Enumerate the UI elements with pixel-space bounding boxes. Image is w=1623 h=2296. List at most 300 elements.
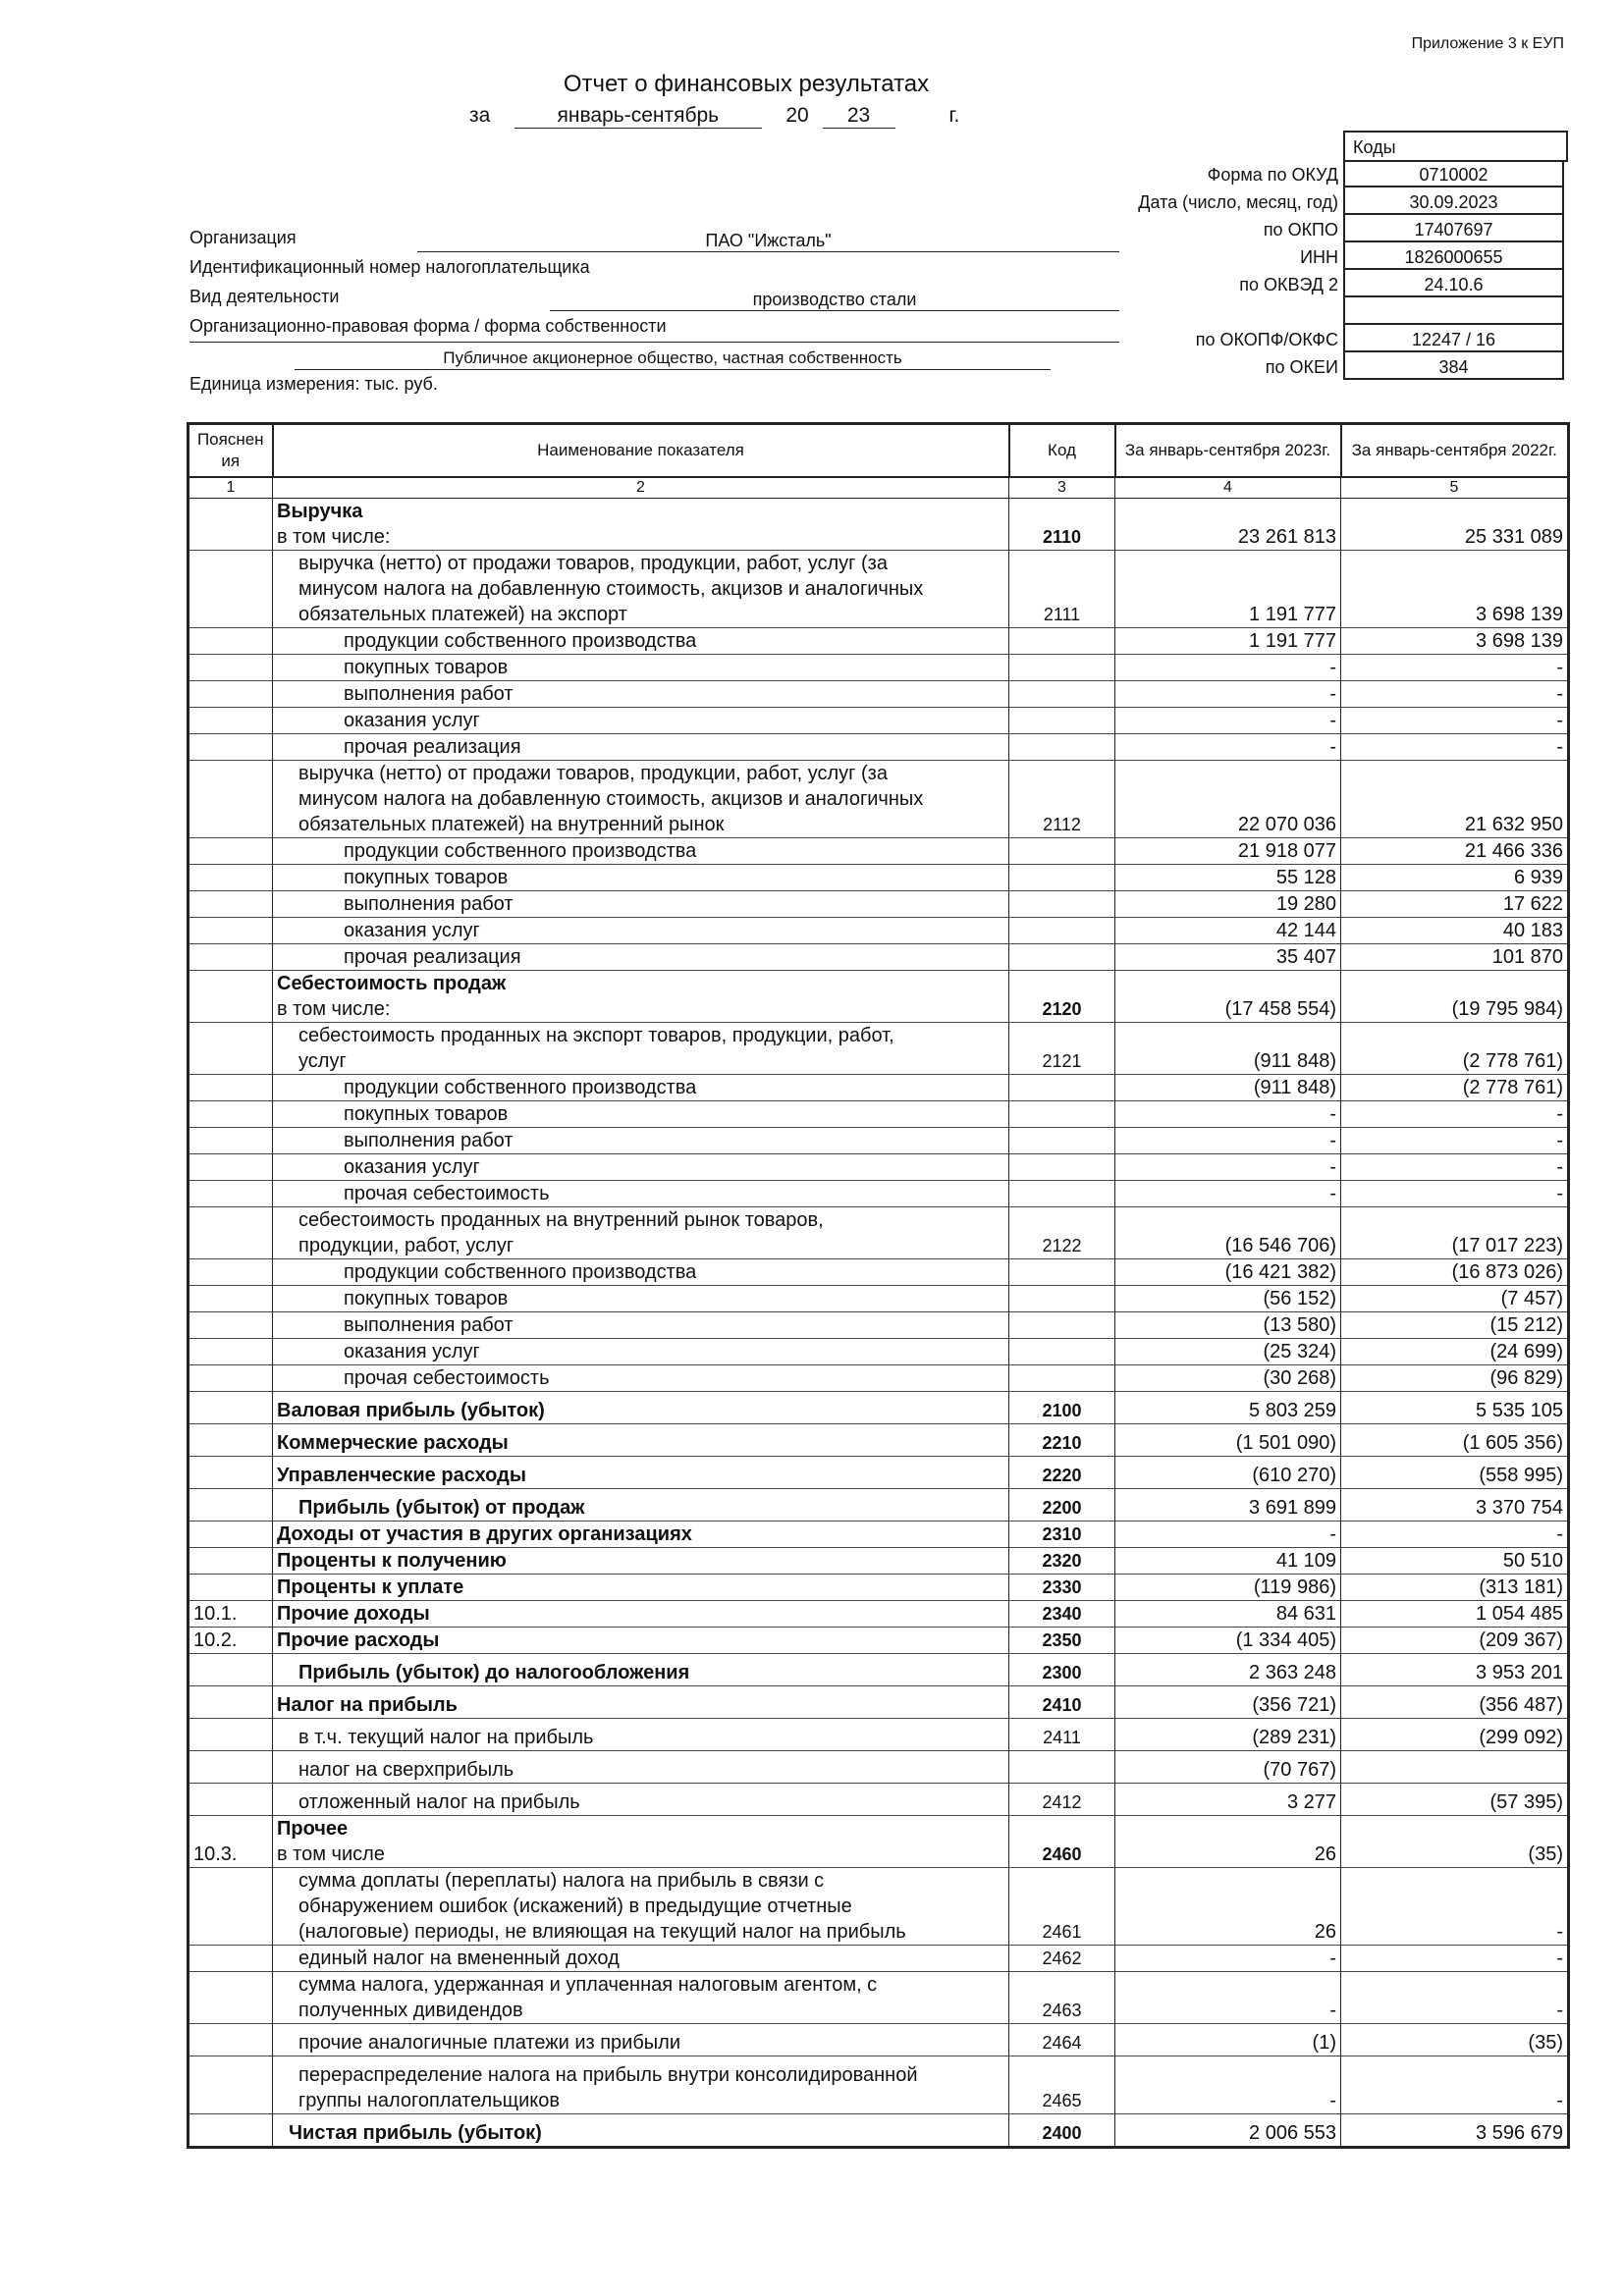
table-row	[189, 1206, 1569, 1258]
row-code: 2300	[1009, 1653, 1115, 1685]
row-value-2023: -	[1115, 1971, 1341, 2023]
row-value-2023: 55 128	[1115, 864, 1341, 890]
period-prefix: за	[469, 104, 491, 127]
table-row	[189, 627, 1569, 654]
inn-label: Идентификационный номер налогоплательщика	[189, 257, 590, 277]
codes-value: 12247 / 16	[1343, 325, 1564, 352]
table-row	[189, 1574, 1569, 1600]
row-value-2022: (356 487)	[1341, 1685, 1569, 1718]
row-code	[1009, 707, 1115, 733]
row-name	[273, 1653, 1009, 1685]
row-note	[189, 1867, 273, 1945]
row-value-2022: (17 017 223)	[1341, 1206, 1569, 1258]
row-code	[1009, 1285, 1115, 1311]
row-note	[189, 498, 273, 550]
row-name-line: Доходы от участия в других организациях	[277, 1522, 692, 1545]
table-row	[189, 2113, 1569, 2147]
col-header-name: Наименование показателя	[273, 424, 1009, 477]
table-row	[189, 1180, 1569, 1206]
row-name	[273, 1627, 1009, 1653]
table-row	[189, 1153, 1569, 1180]
row-name-line: отложенный налог на прибыль	[298, 1790, 580, 1813]
row-code: 2120	[1009, 970, 1115, 1022]
col-header-code: Код	[1009, 424, 1115, 477]
row-code: 2464	[1009, 2023, 1115, 2056]
unit-label: Единица измерения: тыс. руб.	[189, 374, 438, 394]
period-value: январь-сентябрь	[514, 104, 762, 129]
org-value: ПАО "Ижсталь"	[417, 228, 1119, 252]
row-code	[1009, 1100, 1115, 1127]
codes-value: 17407697	[1343, 215, 1564, 242]
row-note	[189, 943, 273, 970]
row-value-2023: -	[1115, 1521, 1341, 1547]
row-name	[273, 1074, 1009, 1100]
row-value-2023: 41 109	[1115, 1547, 1341, 1574]
codes-label: по ОКЕИ	[1265, 357, 1338, 377]
row-code: 2400	[1009, 2113, 1115, 2147]
row-note	[189, 890, 273, 917]
row-name-line: покупных товаров	[344, 1287, 509, 1309]
row-note	[189, 1750, 273, 1783]
row-name	[273, 1100, 1009, 1127]
codes-label: по ОКПО	[1263, 220, 1338, 240]
row-note	[189, 760, 273, 837]
row-value-2023: (16 421 382)	[1115, 1258, 1341, 1285]
row-name	[273, 1180, 1009, 1206]
row-name	[273, 837, 1009, 864]
row-value-2022: -	[1341, 1100, 1569, 1127]
row-name	[273, 1488, 1009, 1521]
table-row	[189, 1100, 1569, 1127]
row-value-2022: -	[1341, 680, 1569, 707]
row-name-line: единый налог на вмененный доход	[298, 1947, 620, 1969]
row-code: 2100	[1009, 1391, 1115, 1423]
row-value-2023: -	[1115, 1100, 1341, 1127]
row-name	[273, 680, 1009, 707]
table-row	[189, 1022, 1569, 1074]
row-code: 2111	[1009, 550, 1115, 627]
row-value-2023: (1 501 090)	[1115, 1423, 1341, 1456]
row-value-2023: 35 407	[1115, 943, 1341, 970]
table-row	[189, 1783, 1569, 1815]
row-name	[273, 1521, 1009, 1547]
row-code	[1009, 654, 1115, 680]
row-name	[273, 1338, 1009, 1364]
row-note	[189, 1685, 273, 1718]
row-value-2023: 22 070 036	[1115, 760, 1341, 837]
row-value-2022: (35)	[1341, 2023, 1569, 2056]
row-name-line: минусом налога на добавленную стоимость, акцизов и аналогичных	[298, 787, 924, 810]
row-name-line: Прочее	[277, 1817, 349, 1840]
legal-form-label: Организационно-правовая форма / форма собственности	[189, 316, 667, 336]
row-name-line: Валовая прибыль (убыток)	[277, 1399, 545, 1421]
row-value-2023: (70 767)	[1115, 1750, 1341, 1783]
row-value-2022: (24 699)	[1341, 1338, 1569, 1364]
financial-results-table	[187, 422, 1570, 2149]
row-name-line: продукции собственного производства	[344, 839, 697, 862]
row-name	[273, 627, 1009, 654]
table-body	[189, 498, 1569, 2147]
row-name-line: оказания услуг	[344, 1340, 480, 1362]
row-note: 10.3.	[189, 1815, 273, 1867]
table-row	[189, 707, 1569, 733]
row-note	[189, 1074, 273, 1100]
row-note	[189, 1338, 273, 1364]
row-name	[273, 1600, 1009, 1627]
col-number: 1	[189, 477, 273, 499]
table-row	[189, 1815, 1569, 1867]
row-name-line: выполнения работ	[344, 892, 514, 915]
row-note	[189, 970, 273, 1022]
row-name	[273, 550, 1009, 627]
page-title: Отчет о финансовых результатах	[563, 71, 930, 97]
table-row	[189, 917, 1569, 943]
row-name	[273, 733, 1009, 760]
row-name	[273, 1391, 1009, 1423]
row-code: 2462	[1009, 1945, 1115, 1971]
row-name-line: группы налогоплательщиков	[298, 2089, 560, 2111]
row-value-2022: 1 054 485	[1341, 1600, 1569, 1627]
row-name	[273, 1945, 1009, 1971]
legal-form-value: Публичное акционерное общество, частная собственность	[295, 346, 1051, 370]
row-note	[189, 1574, 273, 1600]
row-code: 2110	[1009, 498, 1115, 550]
row-value-2023: -	[1115, 654, 1341, 680]
table-row	[189, 654, 1569, 680]
table-row	[189, 1127, 1569, 1153]
codes-value: 30.09.2023	[1343, 187, 1564, 215]
row-value-2022: (57 395)	[1341, 1783, 1569, 1815]
row-name-line: Управленческие расходы	[277, 1464, 526, 1486]
table-row	[189, 1521, 1569, 1547]
row-name-line: в том числе	[277, 1842, 385, 1865]
row-code	[1009, 1180, 1115, 1206]
row-value-2023: -	[1115, 733, 1341, 760]
row-value-2023: 19 280	[1115, 890, 1341, 917]
row-note	[189, 733, 273, 760]
table-row	[189, 733, 1569, 760]
row-value-2023: (911 848)	[1115, 1074, 1341, 1100]
col-number: 2	[273, 477, 1009, 499]
row-code: 2330	[1009, 1574, 1115, 1600]
row-value-2023: 84 631	[1115, 1600, 1341, 1627]
row-code	[1009, 733, 1115, 760]
row-code: 2410	[1009, 1685, 1115, 1718]
row-value-2022: 6 939	[1341, 864, 1569, 890]
row-value-2022: -	[1341, 2056, 1569, 2113]
row-value-2022: -	[1341, 1521, 1569, 1547]
col-header-notes: Пояснен ия	[189, 424, 273, 477]
row-name-line: прочая себестоимость	[344, 1182, 550, 1204]
row-name-line: (налоговые) периоды, не влияющая на текущий налог на прибыль	[298, 1920, 906, 1943]
row-value-2023: -	[1115, 1127, 1341, 1153]
table-row	[189, 1627, 1569, 1653]
row-name-line: налог на сверхприбыль	[298, 1758, 514, 1781]
table-row	[189, 1718, 1569, 1750]
row-note	[189, 1456, 273, 1488]
row-name-line: выполнения работ	[344, 682, 514, 705]
codes-value: 0710002	[1343, 160, 1564, 187]
row-name-line: выполнения работ	[344, 1129, 514, 1151]
row-name	[273, 1718, 1009, 1750]
row-value-2022: (35)	[1341, 1815, 1569, 1867]
table-row	[189, 2023, 1569, 2056]
row-value-2022: 3 698 139	[1341, 627, 1569, 654]
row-value-2022: (2 778 761)	[1341, 1022, 1569, 1074]
row-code: 2411	[1009, 1718, 1115, 1750]
row-note	[189, 1364, 273, 1391]
row-name-line: продукции собственного производства	[344, 629, 697, 652]
table-row	[189, 1456, 1569, 1488]
table-row	[189, 1867, 1569, 1945]
row-note	[189, 1127, 273, 1153]
col-header-2022: За январь-сентября 2022г.	[1341, 424, 1569, 477]
codes-value: 1826000655	[1343, 242, 1564, 270]
row-name-line: минусом налога на добавленную стоимость, акцизов и аналогичных	[298, 577, 924, 600]
row-code	[1009, 890, 1115, 917]
row-value-2023: -	[1115, 2056, 1341, 2113]
row-name	[273, 1258, 1009, 1285]
table-row	[189, 1547, 1569, 1574]
row-name-line: продукции собственного производства	[344, 1260, 697, 1283]
row-code: 2350	[1009, 1627, 1115, 1653]
col-number: 5	[1341, 477, 1569, 499]
table-row	[189, 1258, 1569, 1285]
row-name	[273, 1815, 1009, 1867]
row-name-line: Прибыль (убыток) от продаж	[298, 1496, 585, 1519]
row-code	[1009, 837, 1115, 864]
row-note	[189, 654, 273, 680]
row-name-line: сумма налога, удержанная и уплаченная налоговым агентом, с	[298, 1973, 878, 1996]
row-value-2022: 101 870	[1341, 943, 1569, 970]
row-value-2022: 40 183	[1341, 917, 1569, 943]
row-note	[189, 1258, 273, 1285]
row-value-2023: (356 721)	[1115, 1685, 1341, 1718]
row-name-line: Прибыль (убыток) до налогообложения	[298, 1661, 690, 1683]
activity-label: Вид деятельности	[189, 287, 340, 306]
table-row	[189, 1311, 1569, 1338]
row-note	[189, 550, 273, 627]
table-row	[189, 890, 1569, 917]
row-name-line: оказания услуг	[344, 919, 480, 941]
table-row	[189, 943, 1569, 970]
row-code: 2412	[1009, 1783, 1115, 1815]
table-row	[189, 1074, 1569, 1100]
row-name	[273, 707, 1009, 733]
row-value-2022: (96 829)	[1341, 1364, 1569, 1391]
row-note	[189, 1206, 273, 1258]
table-row	[189, 970, 1569, 1022]
row-name-line: Прочие доходы	[277, 1602, 430, 1625]
row-name	[273, 1206, 1009, 1258]
row-value-2022: (1 605 356)	[1341, 1423, 1569, 1456]
row-value-2022: 25 331 089	[1341, 498, 1569, 550]
legal-form-underline	[189, 318, 1119, 343]
row-name	[273, 1127, 1009, 1153]
row-name	[273, 1971, 1009, 2023]
row-note	[189, 707, 273, 733]
row-code	[1009, 1364, 1115, 1391]
row-note	[189, 1971, 273, 2023]
row-code	[1009, 943, 1115, 970]
table-row	[189, 1488, 1569, 1521]
row-value-2022: 17 622	[1341, 890, 1569, 917]
row-name-line: покупных товаров	[344, 1102, 509, 1125]
row-value-2022	[1341, 1750, 1569, 1783]
row-note	[189, 1521, 273, 1547]
row-code	[1009, 680, 1115, 707]
row-value-2023: (25 324)	[1115, 1338, 1341, 1364]
row-name-line: прочие аналогичные платежи из прибыли	[298, 2031, 681, 2054]
row-name-line: перераспределение налога на прибыль внутри консолидированной	[298, 2063, 918, 2086]
row-note: 10.2.	[189, 1627, 273, 1653]
row-note	[189, 1022, 273, 1074]
row-note	[189, 1783, 273, 1815]
row-note	[189, 1653, 273, 1685]
row-value-2022: -	[1341, 1180, 1569, 1206]
row-code: 2461	[1009, 1867, 1115, 1945]
row-name-line: Себестоимость продаж	[277, 972, 507, 994]
row-value-2023: (1)	[1115, 2023, 1341, 2056]
table-row	[189, 1945, 1569, 1971]
row-note	[189, 864, 273, 890]
row-name	[273, 498, 1009, 550]
row-name	[273, 1153, 1009, 1180]
row-note	[189, 1945, 273, 1971]
row-note	[189, 917, 273, 943]
row-name	[273, 970, 1009, 1022]
row-name-line: в том числе:	[277, 997, 391, 1020]
row-code: 2122	[1009, 1206, 1115, 1258]
row-note	[189, 1718, 273, 1750]
row-name	[273, 1364, 1009, 1391]
row-name-line: выручка (нетто) от продажи товаров, продукции, работ, услуг (за	[298, 762, 888, 784]
row-code	[1009, 1074, 1115, 1100]
table-row	[189, 1600, 1569, 1627]
row-value-2023: -	[1115, 680, 1341, 707]
row-value-2022: (7 457)	[1341, 1285, 1569, 1311]
row-value-2023: 26	[1115, 1815, 1341, 1867]
row-code: 2340	[1009, 1600, 1115, 1627]
row-name-line: прочая себестоимость	[344, 1366, 550, 1389]
row-name	[273, 1750, 1009, 1783]
row-name-line: обнаружением ошибок (искажений) в предыдущие отчетные	[298, 1895, 852, 1917]
row-name-line: себестоимость проданных на внутренний рынок товаров,	[298, 1208, 824, 1231]
row-value-2023: 3 691 899	[1115, 1488, 1341, 1521]
row-value-2023: 3 277	[1115, 1783, 1341, 1815]
row-value-2022: -	[1341, 1867, 1569, 1945]
codes-label: Дата (число, месяц, год)	[1138, 192, 1338, 212]
row-value-2022: 3 953 201	[1341, 1653, 1569, 1685]
row-value-2022: (209 367)	[1341, 1627, 1569, 1653]
row-value-2023: -	[1115, 707, 1341, 733]
row-note	[189, 1547, 273, 1574]
row-value-2022: (19 795 984)	[1341, 970, 1569, 1022]
row-value-2023: 23 261 813	[1115, 498, 1341, 550]
row-name-line: в т.ч. текущий налог на прибыль	[298, 1726, 594, 1748]
codes-value: 384	[1343, 352, 1564, 380]
row-code	[1009, 1338, 1115, 1364]
row-note	[189, 2113, 273, 2147]
row-name	[273, 1456, 1009, 1488]
table-row	[189, 2056, 1569, 2113]
row-value-2022: (2 778 761)	[1341, 1074, 1569, 1100]
row-note	[189, 1311, 273, 1338]
row-value-2022: -	[1341, 707, 1569, 733]
row-name	[273, 2113, 1009, 2147]
row-value-2023: -	[1115, 1153, 1341, 1180]
row-name-line: Выручка	[277, 500, 363, 522]
codes-label: ИНН	[1300, 247, 1338, 267]
codes-label: по ОКВЭД 2	[1239, 275, 1338, 294]
row-value-2022: (558 995)	[1341, 1456, 1569, 1488]
codes-label: Форма по ОКУД	[1207, 165, 1338, 185]
row-code	[1009, 1258, 1115, 1285]
row-name-line: прочая реализация	[344, 735, 521, 758]
table-row	[189, 1391, 1569, 1423]
row-name	[273, 864, 1009, 890]
row-code	[1009, 627, 1115, 654]
org-label: Организация	[189, 228, 297, 247]
row-value-2023: (30 268)	[1115, 1364, 1341, 1391]
row-value-2022: 3 698 139	[1341, 550, 1569, 627]
row-name-line: выручка (нетто) от продажи товаров, продукции, работ, услуг (за	[298, 552, 888, 574]
row-value-2023: (911 848)	[1115, 1022, 1341, 1074]
row-name-line: продукции собственного производства	[344, 1076, 697, 1098]
row-code: 2463	[1009, 1971, 1115, 2023]
row-name	[273, 654, 1009, 680]
row-code	[1009, 864, 1115, 890]
row-code	[1009, 1127, 1115, 1153]
row-name	[273, 1285, 1009, 1311]
codes-value	[1343, 297, 1564, 325]
row-name	[273, 1783, 1009, 1815]
row-name-line: в том числе:	[277, 525, 391, 548]
row-note	[189, 2056, 273, 2113]
row-name-line: продукции, работ, услуг	[298, 1234, 514, 1256]
row-name-line: Проценты к уплате	[277, 1575, 464, 1598]
row-note	[189, 2023, 273, 2056]
row-code	[1009, 1153, 1115, 1180]
row-note	[189, 680, 273, 707]
row-name-line: услуг	[298, 1049, 347, 1072]
row-value-2022: -	[1341, 1153, 1569, 1180]
row-value-2022: 3 596 679	[1341, 2113, 1569, 2147]
row-value-2022: (16 873 026)	[1341, 1258, 1569, 1285]
table-row	[189, 1653, 1569, 1685]
row-note	[189, 627, 273, 654]
row-name	[273, 2056, 1009, 2113]
row-name	[273, 2023, 1009, 2056]
row-value-2022: (299 092)	[1341, 1718, 1569, 1750]
row-note	[189, 1180, 273, 1206]
row-note	[189, 1423, 273, 1456]
row-name-line: себестоимость проданных на экспорт товаров, продукции, работ,	[298, 1024, 894, 1046]
row-value-2023: (119 986)	[1115, 1574, 1341, 1600]
row-value-2023: 2 363 248	[1115, 1653, 1341, 1685]
row-value-2023: (13 580)	[1115, 1311, 1341, 1338]
row-code: 2320	[1009, 1547, 1115, 1574]
row-name-line: покупных товаров	[344, 866, 509, 888]
col-number: 4	[1115, 477, 1341, 499]
row-code: 2460	[1009, 1815, 1115, 1867]
period-line	[469, 104, 959, 129]
table-row	[189, 1423, 1569, 1456]
row-name	[273, 1547, 1009, 1574]
row-code: 2112	[1009, 760, 1115, 837]
table-row	[189, 1285, 1569, 1311]
row-note	[189, 1391, 273, 1423]
